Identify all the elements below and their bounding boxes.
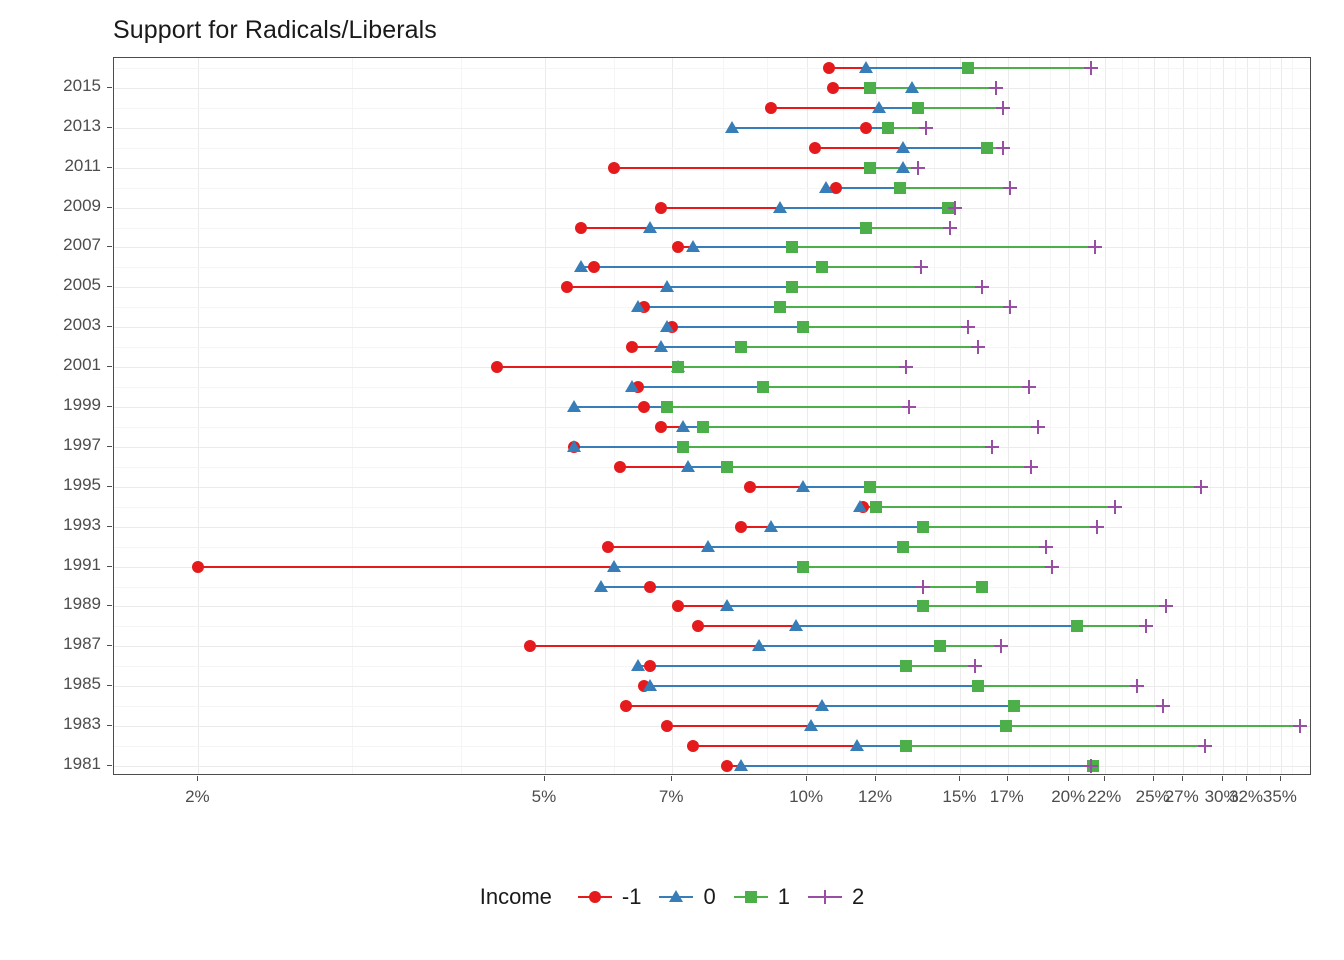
x-axis-tick-mark: [1246, 776, 1247, 781]
connector-segment: [703, 426, 1037, 428]
y-axis-tick-mark: [107, 326, 112, 327]
connector-segment: [811, 725, 1006, 727]
data-point-marker: [905, 81, 919, 93]
connector-segment: [771, 107, 879, 109]
connector-segment: [614, 566, 803, 568]
y-axis-tick-label: 1987: [63, 634, 101, 654]
data-point-marker: [853, 500, 867, 512]
data-point-marker: [968, 659, 982, 673]
y-axis-tick-label: 1991: [63, 554, 101, 574]
connector-segment: [1006, 725, 1300, 727]
y-axis-tick-mark: [107, 366, 112, 367]
data-point-marker: [870, 501, 882, 513]
data-point-marker: [1156, 699, 1170, 713]
connector-segment: [678, 366, 907, 368]
y-axis-tick-mark: [107, 486, 112, 487]
legend-key-circle-icon: [578, 880, 612, 914]
x-axis-tick-label: 32%: [1228, 787, 1264, 806]
y-axis-tick-label: 1995: [63, 474, 101, 494]
legend-item-label: 1: [777, 884, 790, 909]
x-axis-tick-mark: [197, 776, 198, 781]
data-point-marker: [823, 62, 835, 74]
data-point-marker: [721, 461, 733, 473]
data-point-marker: [1000, 720, 1012, 732]
data-point-marker: [900, 660, 912, 672]
connector-segment: [650, 227, 867, 229]
y-axis-tick-mark: [107, 286, 112, 287]
data-point-marker: [911, 161, 925, 175]
connector-segment: [940, 645, 1001, 647]
data-point-marker: [672, 241, 684, 253]
connector-segment: [727, 605, 923, 607]
y-axis-tick-mark: [107, 87, 112, 88]
data-point-marker: [491, 361, 503, 373]
x-axis-tick-mark: [959, 776, 960, 781]
connector-segment: [750, 486, 803, 488]
connector-segment: [900, 187, 1010, 189]
data-point-marker: [1039, 540, 1053, 554]
connector-segment: [620, 466, 688, 468]
data-point-marker: [574, 260, 588, 272]
data-point-marker: [1003, 300, 1017, 314]
connector-segment: [1077, 625, 1146, 627]
data-point-marker: [864, 82, 876, 94]
connector-segment: [780, 207, 948, 209]
connector-segment: [978, 685, 1137, 687]
connector-segment: [870, 486, 1201, 488]
x-axis-tick-mark: [671, 776, 672, 781]
data-point-marker: [860, 222, 872, 234]
data-point-marker: [643, 679, 657, 691]
grid-line-horizontal: [114, 128, 1310, 129]
connector-segment: [638, 306, 779, 308]
legend-item: [659, 880, 715, 914]
data-point-marker: [1194, 480, 1208, 494]
data-point-marker: [1071, 620, 1083, 632]
data-point-marker: [654, 340, 668, 352]
y-axis-tick-label: 1999: [63, 395, 101, 415]
x-axis-tick-mark: [1007, 776, 1008, 781]
y-axis-tick-mark: [107, 207, 112, 208]
y-axis-tick-mark: [107, 605, 112, 606]
connector-segment: [815, 147, 904, 149]
connector-segment: [650, 685, 978, 687]
y-axis-tick-label: 2005: [63, 275, 101, 295]
y-axis-tick-label: 2013: [63, 115, 101, 135]
data-point-marker: [996, 101, 1010, 115]
y-axis-tick-label: 2009: [63, 195, 101, 215]
connector-segment: [574, 446, 683, 448]
grid-line-horizontal: [114, 68, 1310, 69]
data-point-marker: [962, 62, 974, 74]
legend-item-label: 2: [851, 884, 865, 909]
connector-segment: [530, 645, 759, 647]
data-point-marker: [961, 320, 975, 334]
data-point-marker: [882, 122, 894, 134]
x-axis-tick-label: 15%: [942, 787, 977, 806]
data-point-marker: [524, 640, 536, 652]
connector-segment: [792, 246, 1095, 248]
data-point-marker: [735, 341, 747, 353]
x-axis-tick-label: 30%: [1204, 787, 1239, 806]
data-point-marker: [608, 162, 620, 174]
data-point-marker: [734, 759, 748, 771]
data-point-marker: [701, 540, 715, 552]
y-axis-tick-label: 2003: [63, 315, 101, 335]
connector-segment: [857, 745, 907, 747]
x-axis-tick-label: 27%: [1164, 787, 1199, 806]
x-axis-tick-mark: [544, 776, 545, 781]
data-point-marker: [692, 620, 704, 632]
data-point-marker: [631, 659, 645, 671]
data-point-marker: [1090, 520, 1104, 534]
data-point-marker: [996, 141, 1010, 155]
data-point-marker: [797, 561, 809, 573]
data-point-marker: [631, 300, 645, 312]
data-point-marker: [919, 121, 933, 135]
connector-segment: [693, 246, 791, 248]
data-point-marker: [575, 222, 587, 234]
connector-segment: [780, 306, 1010, 308]
grid-line-horizontal: [114, 188, 1310, 189]
data-point-marker: [1084, 61, 1098, 75]
y-axis-tick-label: 1997: [63, 434, 101, 454]
data-point-marker: [687, 740, 699, 752]
y-axis-tick-mark: [107, 526, 112, 527]
data-point-marker: [588, 261, 600, 273]
y-axis-tick-mark: [107, 446, 112, 447]
data-point-marker: [644, 581, 656, 593]
data-point-marker: [1088, 240, 1102, 254]
y-axis-tick-label: 1985: [63, 674, 101, 694]
data-point-marker: [976, 581, 988, 593]
data-point-marker: [1031, 420, 1045, 434]
connector-segment: [667, 326, 804, 328]
connector-segment: [759, 645, 940, 647]
connector-segment: [741, 765, 1093, 767]
connector-segment: [803, 566, 1052, 568]
data-point-marker: [860, 122, 872, 134]
data-point-marker: [614, 461, 626, 473]
y-axis-tick-mark: [107, 725, 112, 726]
data-point-marker: [686, 240, 700, 252]
plot-panel: [113, 57, 1311, 775]
connector-segment: [632, 386, 763, 388]
plot-area: [114, 58, 1310, 774]
x-axis-tick-label: 5%: [531, 787, 557, 806]
connector-segment: [918, 107, 1004, 109]
data-point-marker: [815, 699, 829, 711]
data-point-marker: [948, 201, 962, 215]
connector-segment: [661, 207, 779, 209]
connector-segment: [763, 386, 1029, 388]
data-point-marker: [1084, 759, 1098, 773]
data-point-marker: [975, 280, 989, 294]
data-point-marker: [721, 760, 733, 772]
connector-segment: [708, 546, 903, 548]
grid-line-horizontal: [114, 88, 1310, 89]
y-axis-tick-mark: [107, 645, 112, 646]
data-point-marker: [725, 121, 739, 133]
connector-segment: [903, 546, 1045, 548]
connector-segment: [866, 227, 950, 229]
connector-segment: [661, 346, 741, 348]
y-axis-tick-mark: [107, 406, 112, 407]
legend-item-label: 0: [703, 884, 716, 909]
y-axis-tick-label: 1981: [63, 754, 101, 774]
data-point-marker: [594, 580, 608, 592]
data-point-marker: [661, 401, 673, 413]
connector-segment: [903, 147, 987, 149]
connector-segment: [608, 546, 709, 548]
data-point-marker: [192, 561, 204, 573]
connector-segment: [796, 625, 1077, 627]
connector-segment: [667, 286, 792, 288]
data-point-marker: [655, 202, 667, 214]
connector-segment: [792, 286, 983, 288]
connector-segment: [1014, 705, 1162, 707]
connector-segment: [906, 665, 975, 667]
connector-segment: [574, 406, 667, 408]
data-point-marker: [774, 301, 786, 313]
data-point-marker: [912, 102, 924, 114]
data-point-marker: [917, 600, 929, 612]
data-point-marker: [1130, 679, 1144, 693]
connector-segment: [581, 227, 650, 229]
data-point-marker: [1045, 560, 1059, 574]
data-point-marker: [934, 640, 946, 652]
y-axis-tick-mark: [107, 246, 112, 247]
x-axis-tick-mark: [1222, 776, 1223, 781]
data-point-marker: [894, 182, 906, 194]
data-point-marker: [602, 541, 614, 553]
data-point-marker: [626, 341, 638, 353]
data-point-marker: [1008, 700, 1020, 712]
y-axis-tick-label: 2011: [64, 155, 101, 175]
data-point-marker: [786, 241, 798, 253]
connector-segment: [727, 466, 1031, 468]
data-point-marker: [943, 221, 957, 235]
y-axis-tick-label: 2001: [63, 355, 101, 375]
legend-item-label: -1: [621, 884, 642, 909]
connector-segment: [567, 286, 667, 288]
data-point-marker: [872, 101, 886, 113]
connector-segment: [198, 566, 614, 568]
data-point-marker: [864, 162, 876, 174]
data-point-marker: [607, 560, 621, 572]
data-point-marker: [989, 81, 1003, 95]
data-point-marker: [850, 739, 864, 751]
x-axis-tick-mark: [875, 776, 876, 781]
x-axis-tick-mark: [806, 776, 807, 781]
x-axis-tick-label: 2%: [185, 787, 210, 806]
page-title: Support for Radicals/Liberals: [113, 16, 437, 44]
legend-item: [808, 880, 864, 914]
connector-segment: [803, 486, 869, 488]
data-point-marker: [897, 541, 909, 553]
data-point-marker: [789, 619, 803, 631]
legend-key-plus-icon: [808, 880, 842, 914]
data-point-marker: [620, 700, 632, 712]
grid-line-horizontal: [114, 108, 1310, 109]
x-axis-tick-mark: [1182, 776, 1183, 781]
y-axis-tick-label: 1989: [63, 594, 101, 614]
data-point-marker: [1293, 719, 1307, 733]
y-axis-tick-label: 2015: [63, 75, 101, 95]
connector-segment: [822, 266, 921, 268]
grid-line-horizontal: [114, 766, 1310, 767]
data-point-marker: [765, 102, 777, 114]
y-axis-tick-label: 1983: [63, 714, 101, 734]
data-point-marker: [1022, 380, 1036, 394]
connector-segment: [693, 745, 856, 747]
connector-segment: [638, 665, 906, 667]
data-point-marker: [809, 142, 821, 154]
data-point-marker: [1024, 460, 1038, 474]
data-point-marker: [1003, 181, 1017, 195]
data-point-marker: [720, 599, 734, 611]
x-axis-tick-mark: [1104, 776, 1105, 781]
connector-segment: [866, 67, 967, 69]
data-point-marker: [896, 161, 910, 173]
data-point-marker: [900, 740, 912, 752]
data-point-marker: [1198, 739, 1212, 753]
y-axis-tick-mark: [107, 566, 112, 567]
data-point-marker: [864, 481, 876, 493]
data-point-marker: [972, 680, 984, 692]
connector-segment: [667, 406, 909, 408]
legend: [0, 880, 1344, 914]
y-axis-tick-label: 2007: [63, 235, 101, 255]
y-axis-tick-mark: [107, 765, 112, 766]
data-point-marker: [661, 720, 673, 732]
legend-key-square-icon: [734, 880, 768, 914]
data-point-marker: [660, 280, 674, 292]
x-axis-tick-label: 10%: [789, 787, 824, 806]
data-point-marker: [1139, 619, 1153, 633]
y-axis-tick-mark: [107, 127, 112, 128]
connector-segment: [771, 526, 923, 528]
data-point-marker: [985, 440, 999, 454]
data-point-marker: [567, 440, 581, 452]
data-point-marker: [677, 441, 689, 453]
connector-segment: [822, 705, 1014, 707]
x-axis-tick-label: 17%: [989, 787, 1024, 806]
data-point-marker: [786, 281, 798, 293]
data-point-marker: [902, 400, 916, 414]
y-axis-tick-mark: [107, 685, 112, 686]
data-point-marker: [625, 380, 639, 392]
data-point-marker: [1159, 599, 1173, 613]
connector-segment: [923, 526, 1096, 528]
data-point-marker: [644, 660, 656, 672]
x-axis-tick-label: 12%: [858, 787, 893, 806]
connector-segment: [626, 705, 822, 707]
grid-line-horizontal: [114, 527, 1310, 528]
data-point-marker: [994, 639, 1008, 653]
data-point-marker: [896, 141, 910, 153]
x-axis-tick-label: 22%: [1087, 787, 1122, 806]
data-point-marker: [672, 600, 684, 612]
data-point-marker: [796, 480, 810, 492]
data-point-marker: [914, 260, 928, 274]
legend-title: Income: [479, 884, 552, 909]
x-axis-tick-mark: [1153, 776, 1154, 781]
data-point-marker: [567, 400, 581, 412]
data-point-marker: [757, 381, 769, 393]
y-axis-tick-mark: [107, 167, 112, 168]
data-point-marker: [735, 521, 747, 533]
x-axis-tick-label: 25%: [1135, 787, 1170, 806]
x-axis-tick-mark: [1068, 776, 1069, 781]
connector-segment: [906, 745, 1204, 747]
connector-segment: [968, 67, 1091, 69]
data-point-marker: [981, 142, 993, 154]
connector-segment: [581, 266, 822, 268]
grid-line-horizontal: [114, 507, 1310, 508]
connector-segment: [803, 326, 968, 328]
y-axis-tick-label: 1993: [63, 514, 101, 534]
connector-segment: [876, 506, 1115, 508]
data-point-marker: [971, 340, 985, 354]
data-point-marker: [561, 281, 573, 293]
data-point-marker: [1108, 500, 1122, 514]
data-point-marker: [764, 520, 778, 532]
x-axis-tick-label: 20%: [1051, 787, 1086, 806]
data-point-marker: [697, 421, 709, 433]
legend-item: [578, 880, 642, 914]
data-point-marker: [917, 521, 929, 533]
legend-key-triangle-icon: [659, 880, 693, 914]
data-point-marker: [676, 420, 690, 432]
x-axis-tick-label: 7%: [658, 787, 684, 806]
data-point-marker: [638, 401, 650, 413]
connector-segment: [497, 366, 678, 368]
data-point-marker: [859, 61, 873, 73]
data-point-marker: [643, 221, 657, 233]
connector-segment: [698, 625, 795, 627]
connector-segment: [923, 586, 982, 588]
data-point-marker: [681, 460, 695, 472]
grid-line-horizontal: [114, 148, 1310, 149]
data-point-marker: [672, 361, 684, 373]
connector-segment: [614, 167, 904, 169]
data-point-marker: [752, 639, 766, 651]
legend-item: [734, 880, 790, 914]
data-point-marker: [797, 321, 809, 333]
data-point-marker: [744, 481, 756, 493]
x-axis-tick-mark: [1280, 776, 1281, 781]
data-point-marker: [773, 201, 787, 213]
data-point-marker: [899, 360, 913, 374]
data-point-marker: [816, 261, 828, 273]
data-point-marker: [804, 719, 818, 731]
connector-segment: [741, 346, 978, 348]
data-point-marker: [827, 82, 839, 94]
data-point-marker: [916, 580, 930, 594]
connector-segment: [870, 87, 997, 89]
x-axis-tick-label: 35%: [1262, 787, 1297, 806]
data-point-marker: [655, 421, 667, 433]
connector-segment: [667, 725, 811, 727]
connector-segment: [923, 605, 1165, 607]
data-point-marker: [819, 181, 833, 193]
connector-segment: [683, 446, 992, 448]
data-point-marker: [660, 320, 674, 332]
